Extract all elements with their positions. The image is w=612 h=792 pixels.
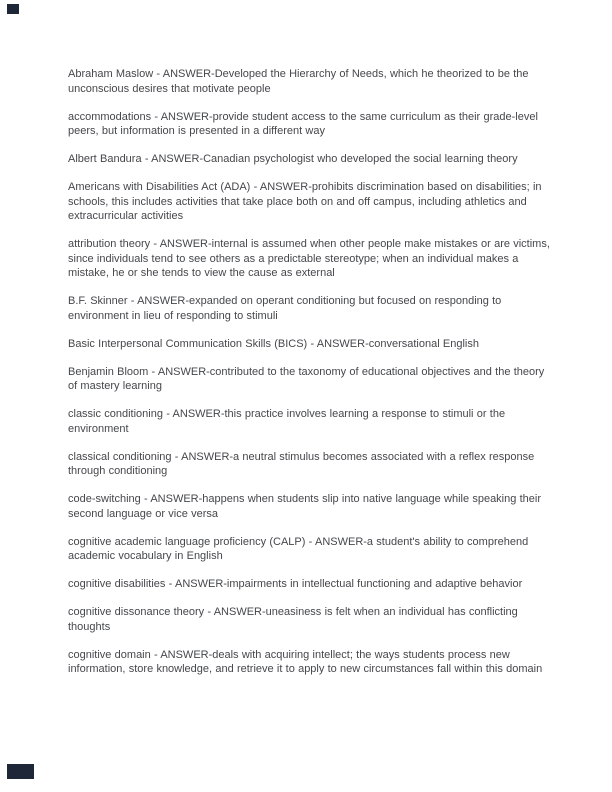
entry-paragraph: B.F. Skinner - ANSWER-expanded on operant conditioning but focused on responding to environment in lieu of responding to stimuli <box>68 295 502 322</box>
entry-paragraph: Basic Interpersonal Communication Skills (BICS) - ANSWER-conversational English <box>68 337 479 350</box>
entry-paragraph: Benjamin Bloom - ANSWER-contributed to the taxonomy of educational objectives and the theory of mastery learning <box>68 365 545 392</box>
entry-paragraph: classic conditioning - ANSWER-this practice involves learning a response to stimuli or the environment <box>68 408 506 435</box>
entry-paragraph: cognitive dissonance theory - ANSWER-uneasiness is felt when an individual has conflicting thoughts <box>68 606 518 633</box>
entry-paragraph: Albert Bandura - ANSWER-Canadian psychologist who developed the social learning theory <box>68 153 518 165</box>
entry-paragraph: attribution theory - ANSWER-internal is assumed when other people make mistakes or are victims, since individuals tend to see others as a predictable stereotype; when an individual makes a mistake, he or she tends to view the cause as external <box>68 238 550 279</box>
entry-paragraph: Americans with Disabilities Act (ADA) - ANSWER-prohibits discrimination based on disabilities; in schools, this includes activities that take place both on and off campus, including athletics and extracurricular activities <box>68 181 542 222</box>
entry-paragraph: cognitive academic language proficiency (CALP) - ANSWER-a student's ability to comprehend academic vocabulary in English <box>68 535 529 562</box>
entries-list <box>68 67 554 690</box>
entry-paragraph: accommodations - ANSWER-provide student access to the same curriculum as their grade-level peers, but information is presented in a different way <box>68 110 538 137</box>
entry-paragraph: Abraham Maslow - ANSWER-Developed the Hierarchy of Needs, which he theorized to be the unconscious desires that motivate people <box>68 68 529 95</box>
page-footer-redaction-mark <box>7 764 34 779</box>
entry-paragraph: cognitive disabilities - ANSWER-impairments in intellectual functioning and adaptive behavior <box>68 578 523 590</box>
page-header-redaction-mark <box>7 4 19 14</box>
entry-paragraph: code-switching - ANSWER-happens when students slip into native language while speaking their second language or vice versa <box>68 493 542 520</box>
entry-paragraph: classical conditioning - ANSWER-a neutral stimulus becomes associated with a reflex response through conditioning <box>68 450 535 477</box>
entry-paragraph: cognitive domain - ANSWER-deals with acquiring intellect; the ways students process new information, store knowledge, and retrieve it to apply to new circumstances fall within this domain <box>68 648 543 675</box>
